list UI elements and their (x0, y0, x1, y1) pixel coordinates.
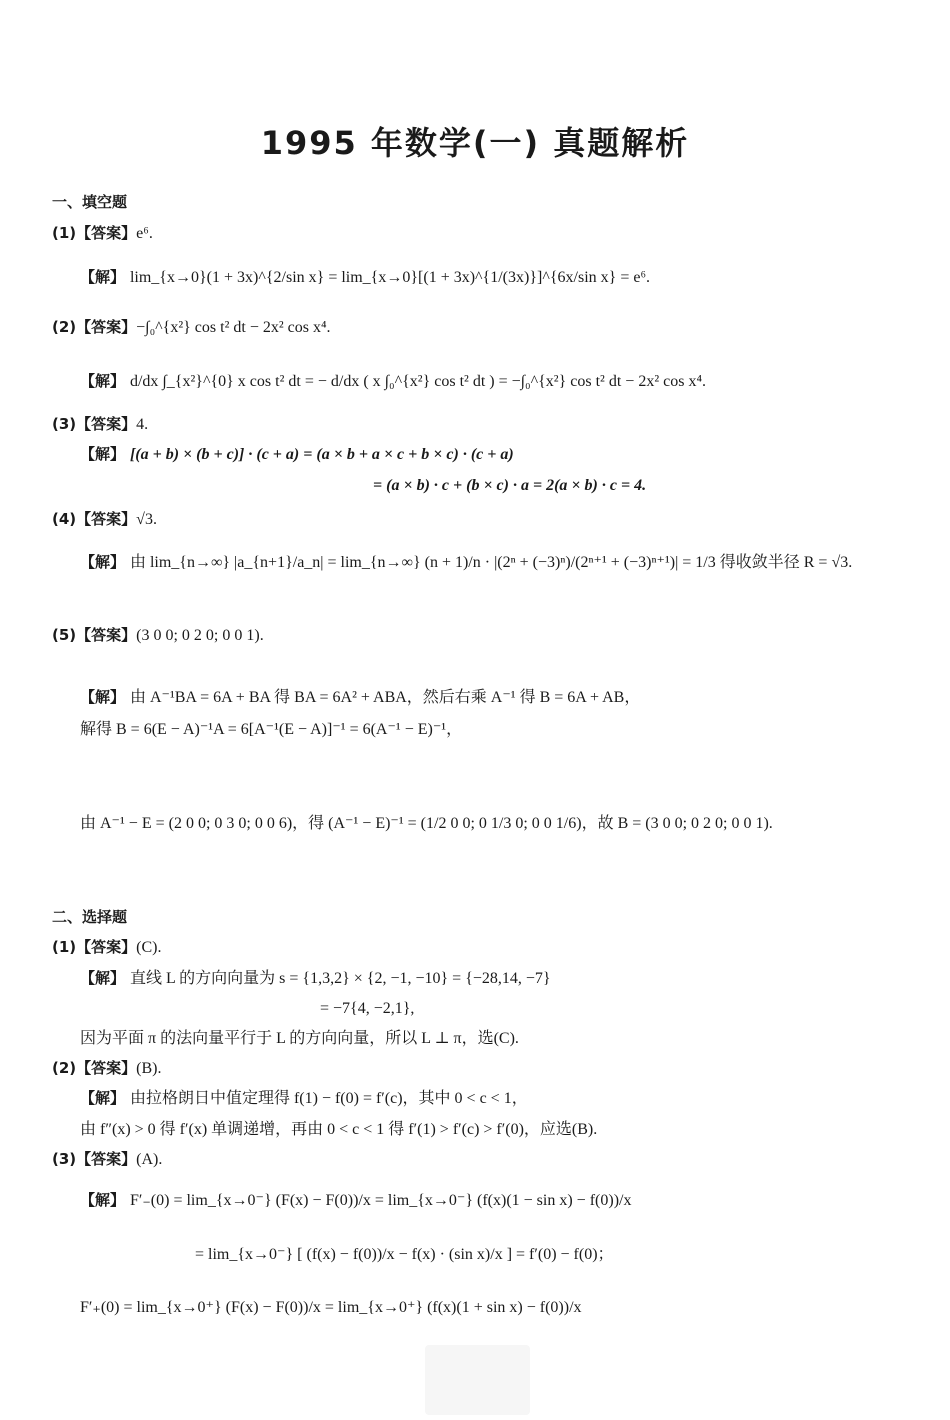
answer-label: (4)【答案】 (52, 510, 137, 528)
answer-text: √3. (136, 511, 157, 528)
solution-text: [(a + b) × (b + c)] · (c + a) = (a × b + a × c + b × c) · (c + a) (129, 446, 514, 463)
answer-label: (5)【答案】 (52, 626, 137, 644)
answer-line (52, 1148, 162, 1171)
solution-line (80, 551, 852, 574)
solution-label: 【解】 (80, 268, 126, 286)
solution-text: d/dx ∫_{x²}^{0} x cos t² dt = − d/dx ( x ∫₀^{x²} cos t² dt ) = −∫₀^{x²} cos t² dt − 2x² cos x⁴. (129, 373, 707, 390)
answer-line (52, 508, 157, 531)
solution-continuation (80, 1118, 597, 1141)
answer-text: e⁶. (136, 225, 153, 242)
solution-text: F′₋(0) = lim_{x→0⁻} (F(x) − F(0))/x = lim_{x→0⁻} (f(x)(1 − sin x) − f(0))/x (129, 1192, 632, 1209)
solution-text: 因为平面 π 的法向量平行于 L 的方向向量，所以 L ⊥ π，选(C). (80, 1030, 519, 1047)
section-text: 二、选择题 (52, 908, 128, 926)
section-heading-fill-in (52, 191, 127, 213)
solution-line (80, 370, 706, 393)
answer-text: (3 0 0; 0 2 0; 0 0 1). (136, 627, 264, 644)
answer-label: (1)【答案】 (52, 938, 137, 956)
answer-label: (2)【答案】 (52, 318, 137, 336)
answer-line (52, 936, 161, 959)
answer-line (52, 316, 331, 339)
solution-label: 【解】 (80, 1191, 126, 1209)
solution-label: 【解】 (80, 1089, 126, 1107)
answer-label: (2)【答案】 (52, 1059, 137, 1077)
solution-text: = (a × b) · c + (b × c) · a = 2(a × b) · c = 4. (373, 477, 647, 494)
solution-line (80, 1087, 528, 1110)
solution-line (80, 967, 551, 990)
solution-continuation (80, 1296, 582, 1319)
answer-label: (3)【答案】 (52, 1150, 137, 1168)
solution-continuation (80, 812, 773, 835)
solution-continuation (80, 718, 462, 741)
answer-line (52, 624, 264, 647)
solution-text: 由 lim_{n→∞} |a_{n+1}/a_n| = lim_{n→∞} (n + 1)/n · |(2ⁿ + (−3)ⁿ)/(2ⁿ⁺¹ + (−3)ⁿ⁺¹)| = 1/3 得收敛半径 R = √3. (129, 554, 853, 571)
answer-line (52, 222, 153, 245)
solution-text: 由 f″(x) > 0 得 f′(x) 单调递增，再由 0 < c < 1 得 f′(1) > f′(c) > f′(0)，应选(B). (80, 1121, 598, 1138)
solution-text: 由 A⁻¹BA = 6A + BA 得 BA = 6A² + ABA，然后右乘 A⁻¹ 得 B = 6A + AB， (129, 689, 641, 706)
solution-text: lim_{x→0}(1 + 3x)^{2/sin x} = lim_{x→0}[(1 + 3x)^{1/(3x)}]^{6x/sin x} = e⁶. (129, 269, 651, 286)
solution-line (80, 443, 514, 466)
solution-continuation (373, 474, 646, 497)
solution-label: 【解】 (80, 553, 126, 571)
solution-text: F′₊(0) = lim_{x→0⁺} (F(x) − F(0))/x = lim_{x→0⁺} (f(x)(1 + sin x) − f(0))/x (80, 1299, 582, 1316)
solution-text: = −7{4, −2,1}, (320, 1000, 415, 1017)
solution-text: 解得 B = 6(E − A)⁻¹A = 6[A⁻¹(E − A)]⁻¹ = 6(A⁻¹ − E)⁻¹， (80, 721, 463, 738)
answer-line (52, 413, 148, 436)
scan-smudge (425, 1345, 530, 1415)
page-title: 1995 年数学(一) 真题解析 (260, 124, 690, 162)
solution-line (80, 1189, 631, 1212)
solution-continuation (195, 1243, 614, 1266)
answer-text: (C). (136, 939, 162, 956)
solution-line (80, 686, 640, 709)
answer-text: (A). (136, 1151, 163, 1168)
answer-text: −∫₀^{x²} cos t² dt − 2x² cos x⁴. (136, 319, 331, 336)
solution-text: 由 A⁻¹ − E = (2 0 0; 0 3 0; 0 0 6)，得 (A⁻¹ − E)⁻¹ = (1/2 0 0; 0 1/3 0; 0 0 1/6)，故 B = (3 0 0; 0 2 0; 0 0 1). (80, 815, 773, 832)
solution-label: 【解】 (80, 688, 126, 706)
solution-continuation (320, 997, 414, 1020)
solution-label: 【解】 (80, 445, 126, 463)
section-heading-choice (52, 906, 127, 928)
answer-label: (1)【答案】 (52, 224, 137, 242)
answer-label: (3)【答案】 (52, 415, 137, 433)
solution-line (80, 266, 650, 289)
solution-label: 【解】 (80, 969, 126, 987)
answer-text: 4. (136, 416, 149, 433)
solution-text: = lim_{x→0⁻} [ (f(x) − f(0))/x − f(x) · (sin x)/x ] = f′(0) − f(0)； (195, 1246, 614, 1263)
solution-text: 直线 L 的方向向量为 s = {1,3,2} × {2, −1, −10} = {−28,14, −7} (129, 970, 551, 987)
solution-text: 由拉格朗日中值定理得 f(1) − f(0) = f′(c)，其中 0 < c < 1， (129, 1090, 528, 1107)
solution-label: 【解】 (80, 372, 126, 390)
solution-continuation (80, 1027, 519, 1050)
answer-line (52, 1057, 161, 1080)
section-text: 一、填空题 (52, 193, 128, 211)
answer-text: (B). (136, 1060, 162, 1077)
